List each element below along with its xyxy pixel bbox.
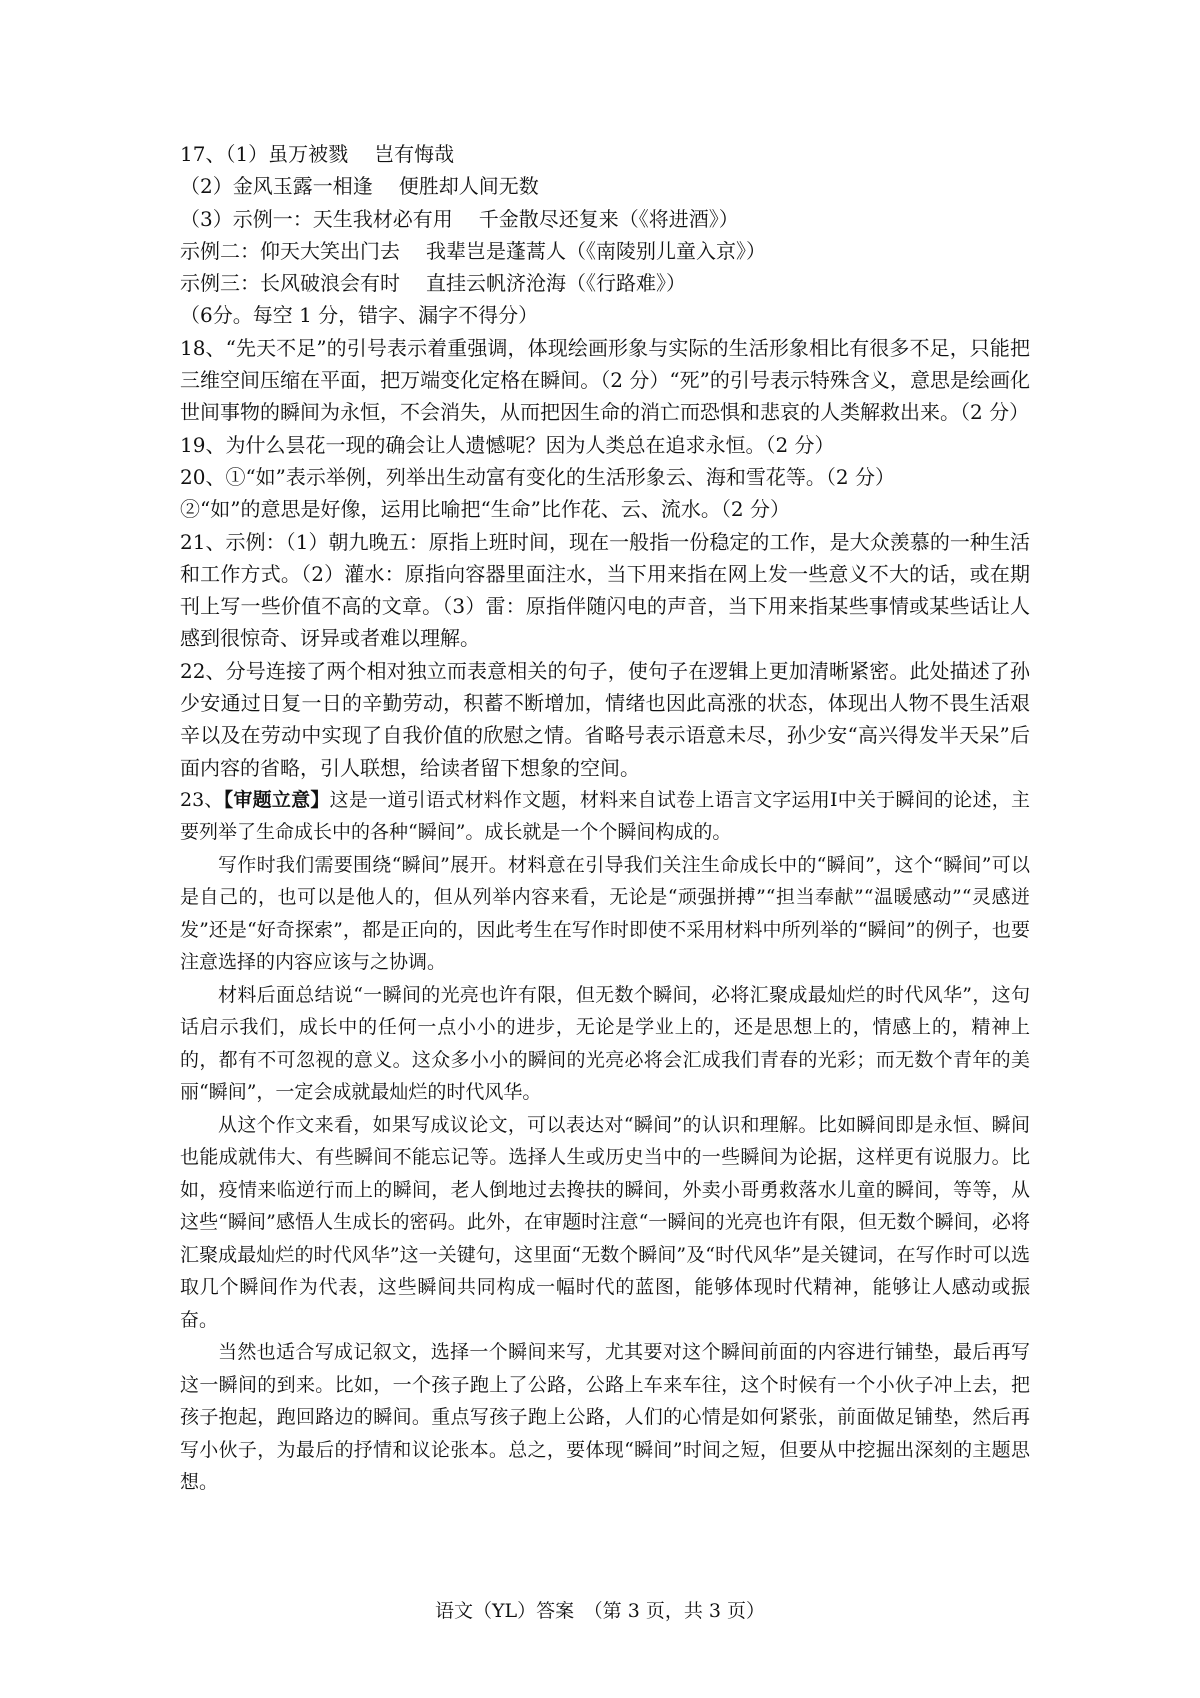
q23-paragraph-2: 材料后面总结说“一瞬间的光亮也许有限，但无数个瞬间，必将汇聚成最灿烂的时代风华”，这句话启示我们，成长中的任何一点小小的进步，无论是学业上的，还是思想上的，情感上的，精神上的，都有不可忽视的意义。这众多小小的瞬间的光亮必将会汇成我们青春的光彩；而无数个青年的美丽“瞬间”，一定会成就最灿烂的时代风华。	[180, 983, 1030, 1104]
q23-heading: 【审题立意】	[223, 788, 330, 811]
q17-line-3: （3）示例一：天生我材必有用 千金散尽还复来（《将进酒》）	[180, 206, 739, 231]
q20-answer-a: 20、①“如”表示举例，列举出生动富有变化的生活形象云、海和雪花等。（2 分）	[180, 464, 895, 489]
page-footer: 语文（YL）答案 （第 3 页，共 3 页）	[435, 1600, 765, 1622]
q17-line-2: （2）金风玉露一相逢 便胜却人间无数	[180, 174, 539, 199]
q19-answer: 19、为什么昙花一现的确会让人遗憾呢？因为人类总在追求永恒。（2 分）	[180, 432, 835, 457]
q23-paragraph-1: 写作时我们需要围绕“瞬间”展开。材料意在引导我们关注生命成长中的“瞬间”，这个“瞬间”可以是自己的，也可以是他人的，但从列举内容来看，无论是“顽强拼搏”“担当奉献”“温暖感动”“灵感迸发”还是“好奇探索”，都是正向的，因此考生在写作时即使不采用材料中所列举的“瞬间”的例子，也要注意选择的内容应该与之协调。	[180, 853, 1030, 974]
q18-answer: 18、“先天不足”的引号表示着重强调，体现绘画形象与实际的生活形象相比有很多不足，只能把三维空间压缩在平面，把万端变化定格在瞬间。（2 分）“死”的引号表示特殊含义，意思是绘画化世间事物的瞬间为永恒，不会消失，从而把因生命的消亡而恐惧和悲哀的人类解救出来。（2 分）	[180, 335, 1030, 425]
q17-line-1: 17、（1）虽万被戮 岂有悔哉	[180, 142, 455, 166]
q23-paragraph-3: 从这个作文来看，如果写成议论文，可以表达对“瞬间”的认识和理解。比如瞬间即是永恒、瞬间也能成就伟大、有些瞬间不能忘记等。选择人生或历史当中的一些瞬间为论据，这样更有说服力。比如，疫情来临逆行而上的瞬间，老人倒地过去搀扶的瞬间，外卖小哥勇救落水儿童的瞬间，等等，从这些“瞬间”感悟人生成长的密码。此外，在审题时注意“一瞬间的光亮也许有限，但无数个瞬间，必将汇聚成最灿烂的时代风华”这一关键句，这里面“无数个瞬间”及“时代风华”是关键词，在写作时可以选取几个瞬间作为代表，这些瞬间共同构成一幅时代的蓝图，能够体现时代精神，能够让人感动或振奋。	[180, 1113, 1030, 1331]
q21-answer: 21、示例：（1）朝九晚五：原指上班时间，现在一般指一份稳定的工作，是大众羡慕的一种生活和工作方式。（2）灌水：原指向容器里面注水，当下用来指在网上发一些意义不大的话，或在期刊上写一些价值不高的文章。（3）雷：原指伴随闪电的声音，当下用来指某些事情或某些话让人感到很惊奇、讶异或者难以理解。	[180, 529, 1030, 651]
q17-scoring-note: （6分。每空 1 分，错字、漏字不得分）	[180, 303, 539, 328]
answer-page	[180, 138, 1030, 1499]
q17-line-4: 示例二：仰天大笑出门去 我辈岂是蓬蒿人（《南陵别儿童入京》）	[180, 238, 766, 263]
q22-answer: 22、分号连接了两个相对独立而表意相关的句子，使句子在逻辑上更加清晰紧密。此处描述了孙少安通过日复一日的辛勤劳动，积蓄不断增加，情绪也因此高涨的状态，体现出人物不畏生活艰辛以及在劳动中实现了自我价值的欣慰之情。省略号表示语意未尽，孙少安“高兴得发半天呆”后面内容的省略，引人联想，给读者留下想象的空间。	[180, 658, 1030, 780]
q23-intro-text: 这是一道引语式材料作文题，材料来自试卷上语言文字运用Ⅰ中关于瞬间的论述，主要列举了生命成长中的各种“瞬间”。成长就是一个个瞬间构成的。	[180, 788, 1030, 844]
q23-intro	[180, 784, 1030, 849]
q23-paragraph-4: 当然也适合写成记叙文，选择一个瞬间来写，尤其要对这个瞬间前面的内容进行铺垫，最后再写这一瞬间的到来。比如，一个孩子跑上了公路，公路上车来车往，这个时候有一个小伙子冲上去，把孩子抱起，跑回路边的瞬间。重点写孩子跑上公路，人们的心情是如何紧张，前面做足铺垫，然后再写小伙子，为最后的抒情和议论张本。总之，要体现“瞬间”时间之短，但要从中挖掘出深刻的主题思想。	[180, 1341, 1030, 1494]
q17-line-5: 示例三：长风破浪会有时 直挂云帆济沧海（《行路难》）	[180, 271, 686, 296]
q23-number: 23、	[180, 788, 224, 811]
q20-answer-b: ②“如”的意思是好像，运用比喻把“生命”比作花、云、流水。（2 分）	[180, 497, 790, 522]
